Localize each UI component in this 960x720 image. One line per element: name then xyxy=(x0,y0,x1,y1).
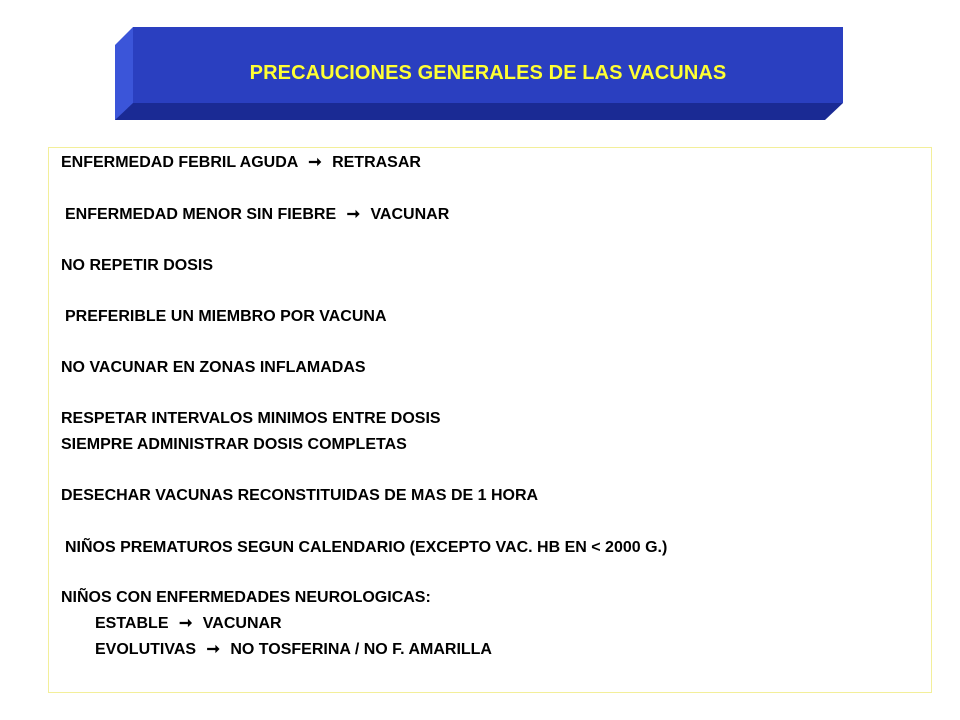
list-item: SIEMPRE ADMINISTRAR DOSIS COMPLETAS xyxy=(61,436,407,453)
item-text: VACUNAR xyxy=(202,615,282,632)
list-item: NO REPETIR DOSIS xyxy=(61,257,214,274)
list-subitem xyxy=(95,640,492,660)
right-arrow-icon: ➞ xyxy=(178,615,193,632)
list-item: PREFERIBLE UN MIEMBRO POR VACUNA xyxy=(65,308,387,325)
list-item: DESECHAR VACUNAS RECONSTITUIDAS DE MAS DE 1 HORA xyxy=(61,487,539,504)
item-text: ENFERMEDAD FEBRIL AGUDA xyxy=(61,154,298,171)
item-text: ENFERMEDAD MENOR SIN FIEBRE xyxy=(65,206,337,223)
list-item: NO VACUNAR EN ZONAS INFLAMADAS xyxy=(61,359,366,376)
item-text: EVOLUTIVAS xyxy=(95,641,197,658)
item-text: RETRASAR xyxy=(332,154,421,171)
item-text: VACUNAR xyxy=(370,206,450,223)
item-text: NO TOSFERINA / NO F. AMARILLA xyxy=(230,641,492,658)
right-arrow-icon: ➞ xyxy=(346,206,360,223)
page-title: PRECAUCIONES GENERALES DE LAS VACUNAS xyxy=(249,62,727,84)
precautions-list xyxy=(48,147,932,693)
title-banner xyxy=(115,27,843,120)
right-arrow-icon: ➞ xyxy=(206,641,220,658)
item-text: ESTABLE xyxy=(95,615,169,632)
list-item xyxy=(61,153,421,173)
list-item: NIÑOS CON ENFERMEDADES NEUROLOGICAS: xyxy=(61,589,431,606)
list-subitem xyxy=(95,614,282,634)
list-item: NIÑOS PREMATUROS SEGUN CALENDARIO (EXCEPTO VAC. HB EN < 2000 G.) xyxy=(65,539,668,556)
right-arrow-icon: ➞ xyxy=(308,154,322,171)
list-item: RESPETAR INTERVALOS MINIMOS ENTRE DOSIS xyxy=(61,410,441,427)
list-item xyxy=(65,205,449,225)
